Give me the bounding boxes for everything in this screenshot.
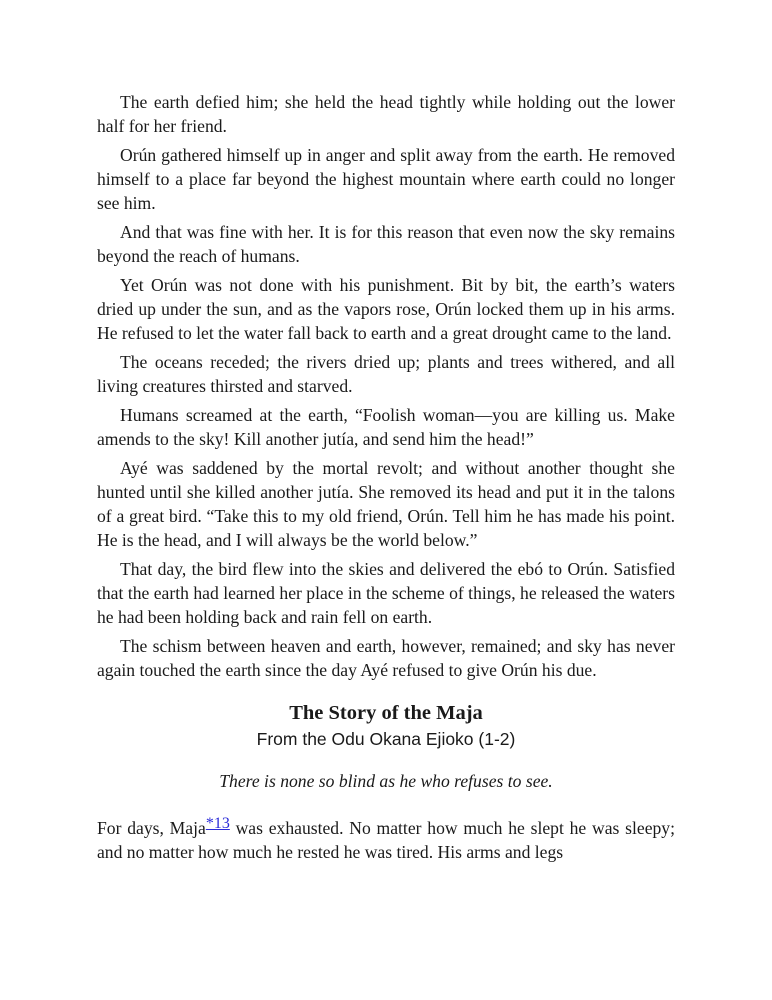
- section-title: The Story of the Maja: [289, 702, 483, 724]
- paragraph: Orún gathered himself up in anger and split away from the earth. He removed himself to a place far beyond the highest mountain where earth could no longer see him.: [97, 145, 675, 213]
- paragraph: And that was fine with her. It is for this reason that even now the sky remains beyond the reach of humans.: [97, 222, 675, 266]
- opening-text-start: For days, Maja: [97, 818, 206, 838]
- epigraph: There is none so blind as he who refuses to see.: [219, 771, 553, 791]
- paragraph: That day, the bird flew into the skies and delivered the ebó to Orún. Satisfied that the earth had learned her place in the scheme of things, he released the waters he had been holding back and rain fell on earth.: [97, 559, 675, 627]
- opening-text-rest: was exhausted. No matter how much he slept he was sleepy; and no matter how much he rested he was tired. His arms and legs: [97, 818, 675, 862]
- paragraph: The oceans receded; the rivers dried up; plants and trees withered, and all living creatures thirsted and starved.: [97, 352, 675, 396]
- book-page: [97, 90, 675, 869]
- section-subtitle: From the Odu Okana Ejioko (1-2): [256, 729, 516, 749]
- paragraph: Yet Orún was not done with his punishment. Bit by bit, the earth’s waters dried up under the sun, and as the vapors rose, Orún locked them up in his arms. He refused to let the water fall back to earth and a great drought came to the land.: [97, 275, 675, 343]
- paragraph: Humans screamed at the earth, “Foolish woman—you are killing us. Make amends to the sky! Kill another jutía, and send him the head!”: [97, 405, 675, 449]
- paragraph: The schism between heaven and earth, however, remained; and sky has never again touched the earth since the day Ayé refused to give Orún his due.: [97, 636, 675, 680]
- footnote-link[interactable]: *13: [205, 815, 230, 832]
- opening-paragraph: [97, 812, 675, 864]
- paragraph: Ayé was saddened by the mortal revolt; and without another thought she hunted until she killed another jutía. She removed its head and put it in the talons of a great bird. “Take this to my old friend, Orún. Tell him he has made his point. He is the head, and I will always be the world below.”: [97, 458, 675, 550]
- paragraph: The earth defied him; she held the head tightly while holding out the lower half for her friend.: [97, 92, 675, 136]
